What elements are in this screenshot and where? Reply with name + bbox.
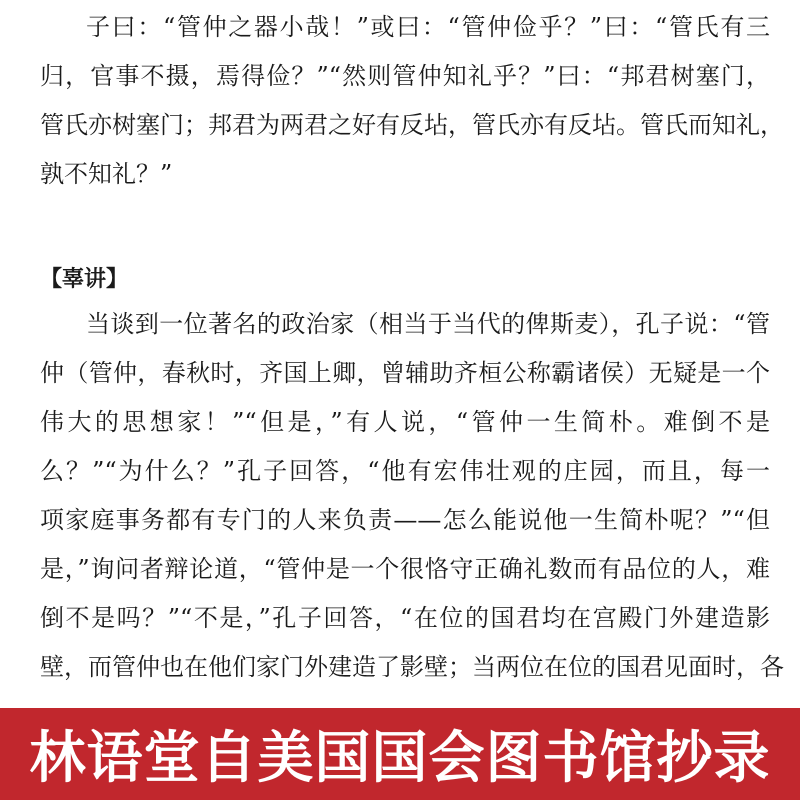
commentary-line: 壁，而管仲也在他们家门外建造了影壁；当两位在位的国君见面时，各 bbox=[40, 653, 784, 681]
commentary-line: 是，”询问者辩论道，“管仲是一个很恪守正确礼数而有品位的人，难 bbox=[40, 555, 770, 583]
quote-line: 管氏亦树塞门；邦君为两君之好有反坫，管氏亦有反坫。管氏而知礼， bbox=[40, 111, 784, 139]
section-heading: 【辜讲】 bbox=[40, 267, 129, 292]
quote-line: 归，官事不摄，焉得俭？”“然则管仲知礼乎？”曰：“邦君树塞门， bbox=[40, 62, 770, 90]
commentary-line: 项家庭事务都有专门的人来负责——怎么能说他一生简朴呢？”“但 bbox=[40, 506, 770, 534]
classical-quote bbox=[40, 3, 784, 199]
commentary-line: 么？”“为什么？”孔子回答，“他有宏伟壮观的庄园，而且，每一 bbox=[40, 457, 770, 485]
commentary-line: 倒不是吗？”“不是，”孔子回答，“在位的国君均在宫殿门外建造影 bbox=[40, 604, 770, 632]
promo-banner bbox=[0, 708, 800, 800]
quote-line: 孰不知礼？” bbox=[40, 160, 173, 188]
commentary-line: 伟大的思想家！”“但是，”有人说，“管仲一生简朴。难倒不是 bbox=[40, 408, 770, 436]
banner-text: 林语堂自美国国会图书馆抄录 bbox=[29, 726, 771, 791]
quote-line: 子曰：“管仲之器小哉！”或曰：“管仲俭乎？”曰：“管氏有三 bbox=[86, 13, 770, 41]
commentary-line: 当谈到一位著名的政治家（相当于当代的俾斯麦），孔子说：“管 bbox=[86, 310, 770, 338]
commentary-text bbox=[40, 300, 784, 692]
commentary-line: 仲（管仲，春秋时，齐国上卿，曾辅助齐桓公称霸诸侯）无疑是一个 bbox=[40, 359, 770, 387]
